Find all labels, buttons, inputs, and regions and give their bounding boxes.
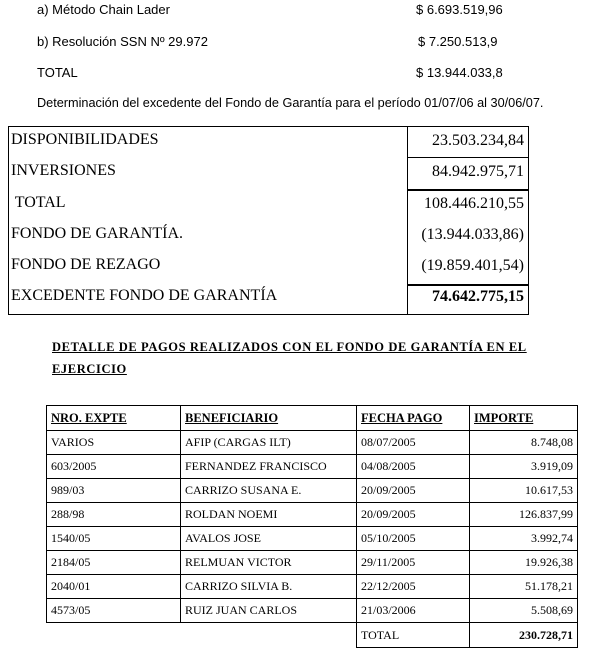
table-row (47, 503, 578, 527)
cell-total-value: 230.728,71 (470, 623, 578, 648)
cell-beneficiario: AVALOS JOSE (181, 527, 357, 551)
cell-importe: 126.837,99 (470, 503, 578, 527)
intro-label-total: TOTAL (37, 65, 78, 80)
header-fecha-pago: FECHA PAGO (357, 406, 470, 431)
summary-row-total (9, 190, 528, 221)
table-row (47, 551, 578, 575)
cell-expte: 1540/05 (47, 527, 181, 551)
summary-label: DISPONIBILIDADES (11, 131, 159, 148)
intro-label-chain-ladder: a) Método Chain Lader (37, 2, 170, 17)
intro-value-total: $ 13.944.033,8 (416, 65, 503, 80)
cell-expte: 989/03 (47, 479, 181, 503)
cell-expte: VARIOS (47, 431, 181, 455)
cell-beneficiario: CARRIZO SILVIA B. (181, 575, 357, 599)
intro-value-chain-ladder: $ 6.693.519,96 (416, 2, 503, 17)
intro-label-resolucion: b) Resolución SSN Nº 29.972 (37, 34, 208, 49)
summary-value: (19.859.401,54) (421, 257, 524, 274)
cell-beneficiario: AFIP (CARGAS ILT) (181, 431, 357, 455)
cell-fecha: 08/07/2005 (357, 431, 470, 455)
payments-table (46, 405, 578, 648)
summary-row-disponibilidades (9, 127, 528, 158)
cell-importe: 5.508,69 (470, 599, 578, 623)
summary-row-fondo-rezago (9, 252, 528, 283)
cell-beneficiario: RUIZ JUAN CARLOS (181, 599, 357, 623)
empty-cell (47, 623, 181, 648)
summary-label: INVERSIONES (11, 162, 116, 179)
cell-expte: 4573/05 (47, 599, 181, 623)
table-row (47, 455, 578, 479)
header-beneficiario: BENEFICIARIO (181, 406, 357, 431)
summary-label: FONDO DE REZAGO (11, 256, 161, 273)
cell-beneficiario: CARRIZO SUSANA E. (181, 479, 357, 503)
table-row (47, 527, 578, 551)
cell-fecha: 20/09/2005 (357, 479, 470, 503)
table-row (47, 479, 578, 503)
cell-fecha: 21/03/2006 (357, 599, 470, 623)
cell-importe: 3.992,74 (470, 527, 578, 551)
cell-expte: 2184/05 (47, 551, 181, 575)
summary-value: 108.446.210,55 (424, 195, 524, 212)
detail-heading-line2: EJERCICIO (52, 362, 127, 376)
cell-importe: 10.617,53 (470, 479, 578, 503)
table-row (47, 575, 578, 599)
cell-beneficiario: ROLDAN NOEMI (181, 503, 357, 527)
header-importe: IMPORTE (470, 406, 578, 431)
empty-cell (181, 623, 357, 648)
payments-header-row (47, 406, 578, 431)
summary-row-inversiones (9, 158, 528, 189)
summary-value: (13.944.033,86) (421, 226, 524, 243)
cell-total-label: TOTAL (357, 623, 470, 648)
cell-beneficiario: FERNANDEZ FRANCISCO (181, 455, 357, 479)
cell-beneficiario: RELMUAN VICTOR (181, 551, 357, 575)
summary-row-excedente (9, 283, 528, 314)
payments-total-row (47, 623, 578, 648)
cell-importe: 51.178,21 (470, 575, 578, 599)
detail-heading-line1: DETALLE DE PAGOS REALIZADOS CON EL FONDO DE GARANTÍA EN EL (52, 340, 527, 354)
cell-importe: 3.919,09 (470, 455, 578, 479)
summary-label: FONDO DE GARANTÍA. (11, 225, 183, 242)
summary-value-excedente: 74.642.775,15 (432, 288, 524, 305)
summary-label: TOTAL (11, 194, 66, 211)
header-nro-expte: NRO. EXPTE (47, 406, 181, 431)
cell-fecha: 05/10/2005 (357, 527, 470, 551)
cell-fecha: 29/11/2005 (357, 551, 470, 575)
cell-fecha: 22/12/2005 (357, 575, 470, 599)
cell-importe: 19.926,38 (470, 551, 578, 575)
table-row (47, 431, 578, 455)
summary-table (8, 126, 529, 315)
cell-expte: 288/98 (47, 503, 181, 527)
cell-expte: 603/2005 (47, 455, 181, 479)
determination-text: Determinación del excedente del Fondo de Garantía para el período 01/07/06 al 30/06/07. (37, 96, 544, 110)
intro-value-resolucion: $ 7.250.513,9 (418, 34, 498, 49)
summary-row-fondo-garantia (9, 221, 528, 252)
table-row (47, 599, 578, 623)
cell-fecha: 20/09/2005 (357, 503, 470, 527)
summary-value: 84.942.975,71 (432, 163, 524, 180)
summary-value: 23.503.234,84 (432, 132, 524, 149)
cell-fecha: 04/08/2005 (357, 455, 470, 479)
cell-importe: 8.748,08 (470, 431, 578, 455)
summary-label: EXCEDENTE FONDO DE GARANTÍA (11, 287, 278, 304)
cell-expte: 2040/01 (47, 575, 181, 599)
